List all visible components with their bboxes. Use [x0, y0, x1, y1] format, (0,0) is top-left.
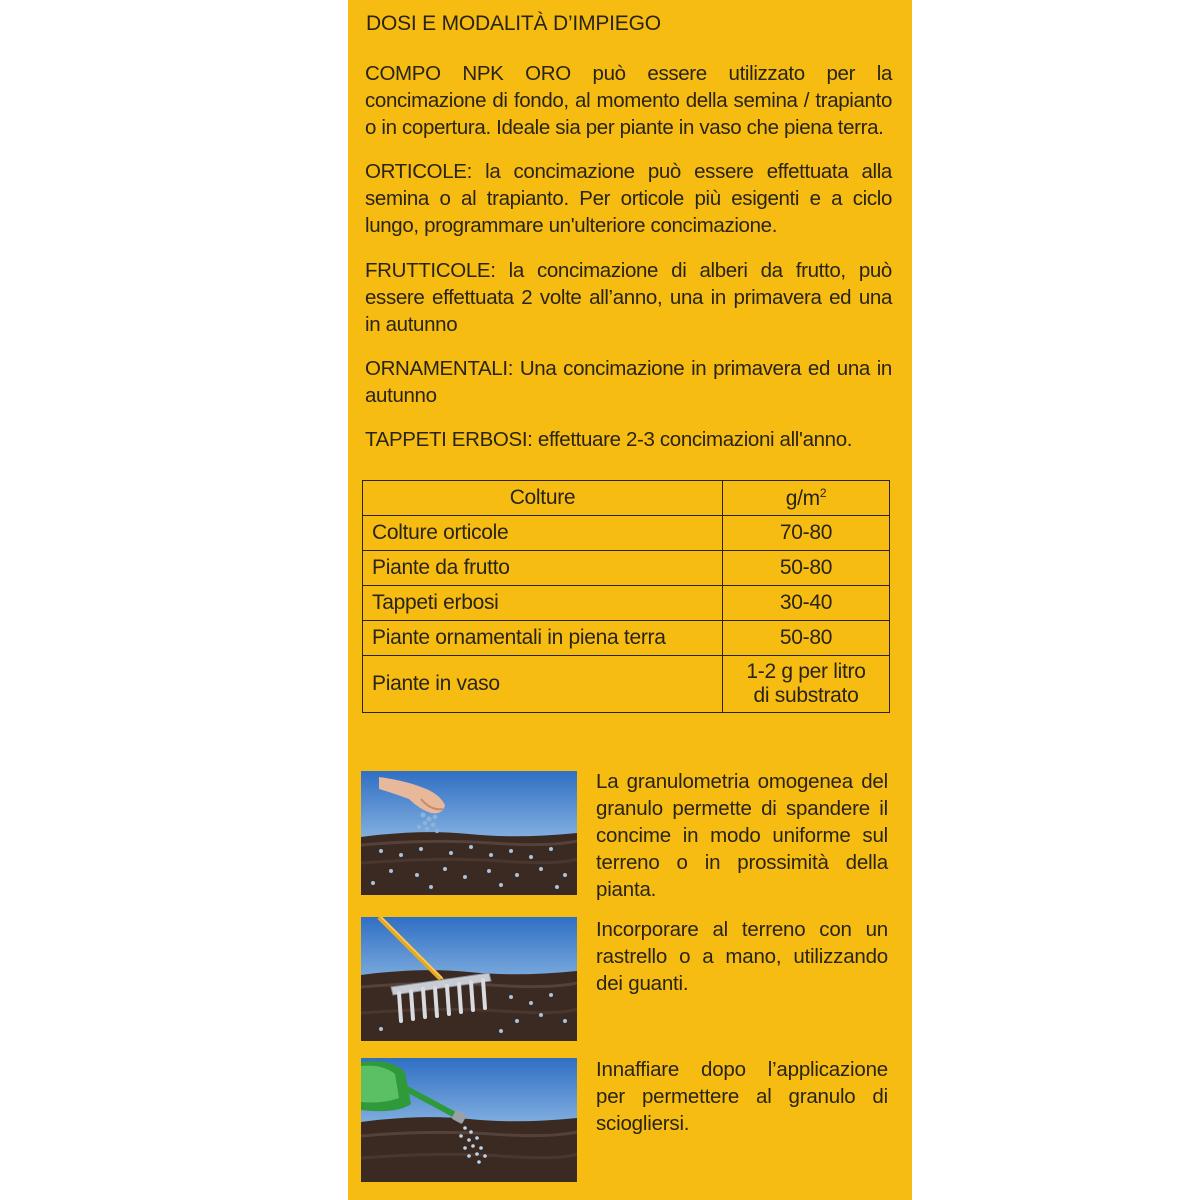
- crop-cell: Colture orticole: [363, 516, 723, 551]
- table-row: [363, 551, 890, 586]
- step-water-text: Innaffiare dopo l’applicazione per permettere al granulo di sciogliersi.: [596, 1058, 888, 1135]
- step-spread-text: La granulometria omogenea del granulo permette di spandere il concime in modo uniforme sul terreno o in prossimità della pianta.: [596, 770, 888, 901]
- table-header-row: [363, 481, 890, 516]
- watering-can-icon: [361, 1058, 577, 1182]
- step-incorporate-text: Incorporare al terreno con un rastrello o a mano, utilizzando dei guanti.: [596, 918, 888, 995]
- section-text: la concimazione di alberi da frutto, può essere effettuata 2 volte all’anno, una in primavera ed una in autunno: [365, 259, 892, 336]
- table-row: [363, 656, 890, 713]
- section-label: FRUTTICOLE:: [365, 259, 496, 282]
- column-header-crop: Colture: [363, 481, 723, 516]
- section-orticole: [365, 158, 892, 239]
- column-header-dose: $g/m^2$: [723, 481, 890, 516]
- table-row: [363, 586, 890, 621]
- crop-cell: Piante in vaso: [363, 656, 723, 713]
- section-label: ORNAMENTALI:: [365, 357, 514, 380]
- dose-cell: 70-80: [723, 516, 890, 551]
- crop-cell: Piante da frutto: [363, 551, 723, 586]
- section-ornamentali: [365, 355, 892, 409]
- dose-cell: 50-80: [723, 621, 890, 656]
- crop-cell: Piante ornamentali in piena terra: [363, 621, 723, 656]
- table-row: [363, 621, 890, 656]
- rake-icon: [361, 917, 577, 1041]
- section-tappeti-erbosi: [365, 426, 892, 453]
- brand-name: COMPO NPK ORO: [365, 62, 571, 85]
- section-text: la concimazione può essere effettuata alla semina o al trapianto. Per orticole più esigenti e a ciclo lungo, programmare un'ulteriore concimazione.: [365, 160, 892, 237]
- intro-text: può essere utilizzato per la concimazione di fondo, al momento della semina / trapianto o in copertura. Ideale sia per piante in vaso che piena terra.: [365, 62, 892, 139]
- section-label: ORTICOLE:: [365, 160, 472, 183]
- table-row: [363, 516, 890, 551]
- hand-spreading-granules-icon: [361, 771, 577, 895]
- crop-cell: Tappeti erbosi: [363, 586, 723, 621]
- section-frutticole: [365, 257, 892, 338]
- section-label: TAPPETI ERBOSI:: [365, 428, 533, 451]
- dose-cell: 30-40: [723, 586, 890, 621]
- dose-table: [362, 480, 890, 713]
- section-text: effettuare 2-3 concimazioni all'anno.: [537, 428, 853, 451]
- intro-paragraph: [365, 60, 892, 141]
- dose-cell: 1-2 g per litro di substrato: [723, 656, 890, 713]
- section-text: Una concimazione in primavera ed una in autunno: [365, 357, 892, 407]
- dose-cell: 50-80: [723, 551, 890, 586]
- page-title: DOSI E MODALITÀ D’IMPIEGO: [366, 12, 661, 35]
